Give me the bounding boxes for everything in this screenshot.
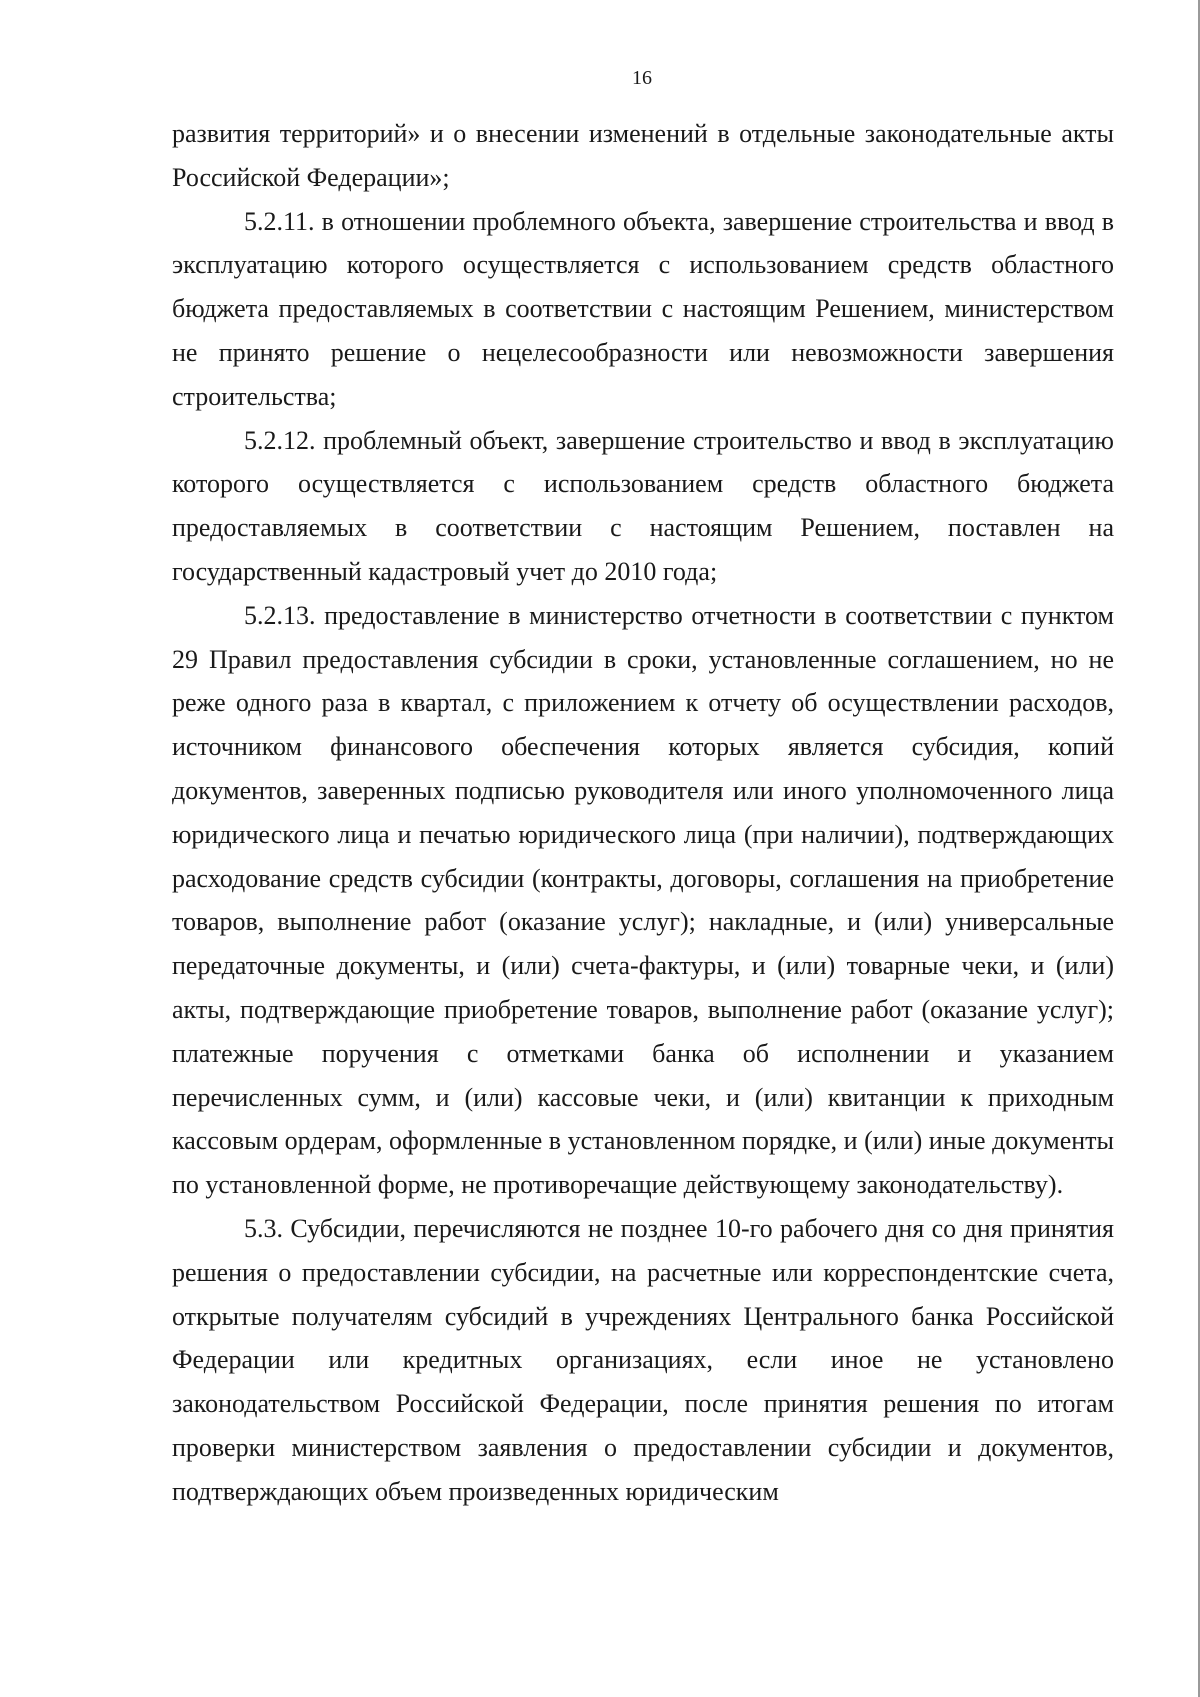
paragraph-continuation: развития территорий» и о внесении изменений в отдельные законодательные акты Российской Федерации»; <box>172 119 1114 192</box>
paragraph-5-3: 5.3. Субсидии, перечисляются не позднее 10-го рабочего дня со дня принятия решения о предоставлении субсидии, на расчетные или корреспондентские счета, открытые получателям субсидий в учреждениях Центрального банка Российской Федерации или кредитных организациях, если иное не установлено законодательством Российской Федерации, после принятия решения по итогам проверки министерством заявления о предоставлении субсидии и документов, подтверждающих объем произведенных юридическим <box>172 1213 1114 1506</box>
paragraph-5-2-13: 5.2.13. предоставление в министерство отчетности в соответствии с пунктом 29 Правил предоставления субсидии в сроки, установленные соглашением, но не реже одного раза в квартал, с приложением к отчету об осуществлении расходов, источником финансового обеспечения которых является субсидия, копий документов, заверенных подписью руководителя или иного уполномоченного лица юридического лица и печатью юридического лица (при наличии), подтверждающих расходование средств субсидии (контракты, договоры, соглашения на приобретение товаров, выполнение работ (оказание услуг); накладные, и (или) универсальные передаточные документы, и (или) счета-фактуры, и (или) товарные чеки, и (или) акты, подтверждающие приобретение товаров, выполнение работ (оказание услуг); платежные поручения с отметками банка об исполнении и указанием перечисленных сумм, и (или) кассовые чеки, и (или) квитанции к приходным кассовым ордерам, оформленные в установленном порядке, и (или) иные документы по установленной форме, не противоречащие действующему законодательству). <box>172 600 1114 1200</box>
paragraph-5-2-12: 5.2.12. проблемный объект, завершение строительство и ввод в эксплуатацию которого осуществляется с использованием средств областного бюджета предоставляемых в соответствии с настоящим Решением, поставлен на государственный кадастровый учет до 2010 года; <box>172 425 1114 586</box>
page-number: 16 <box>632 67 652 89</box>
document-body <box>172 112 1114 1514</box>
paragraph-5-2-11: 5.2.11. в отношении проблемного объекта, завершение строительства и ввод в эксплуатацию которого осуществляется с использованием средств областного бюджета предоставляемых в соответствии с настоящим Решением, министерством не принято решение о нецелесообразности или невозможности завершения строительства; <box>172 206 1114 411</box>
